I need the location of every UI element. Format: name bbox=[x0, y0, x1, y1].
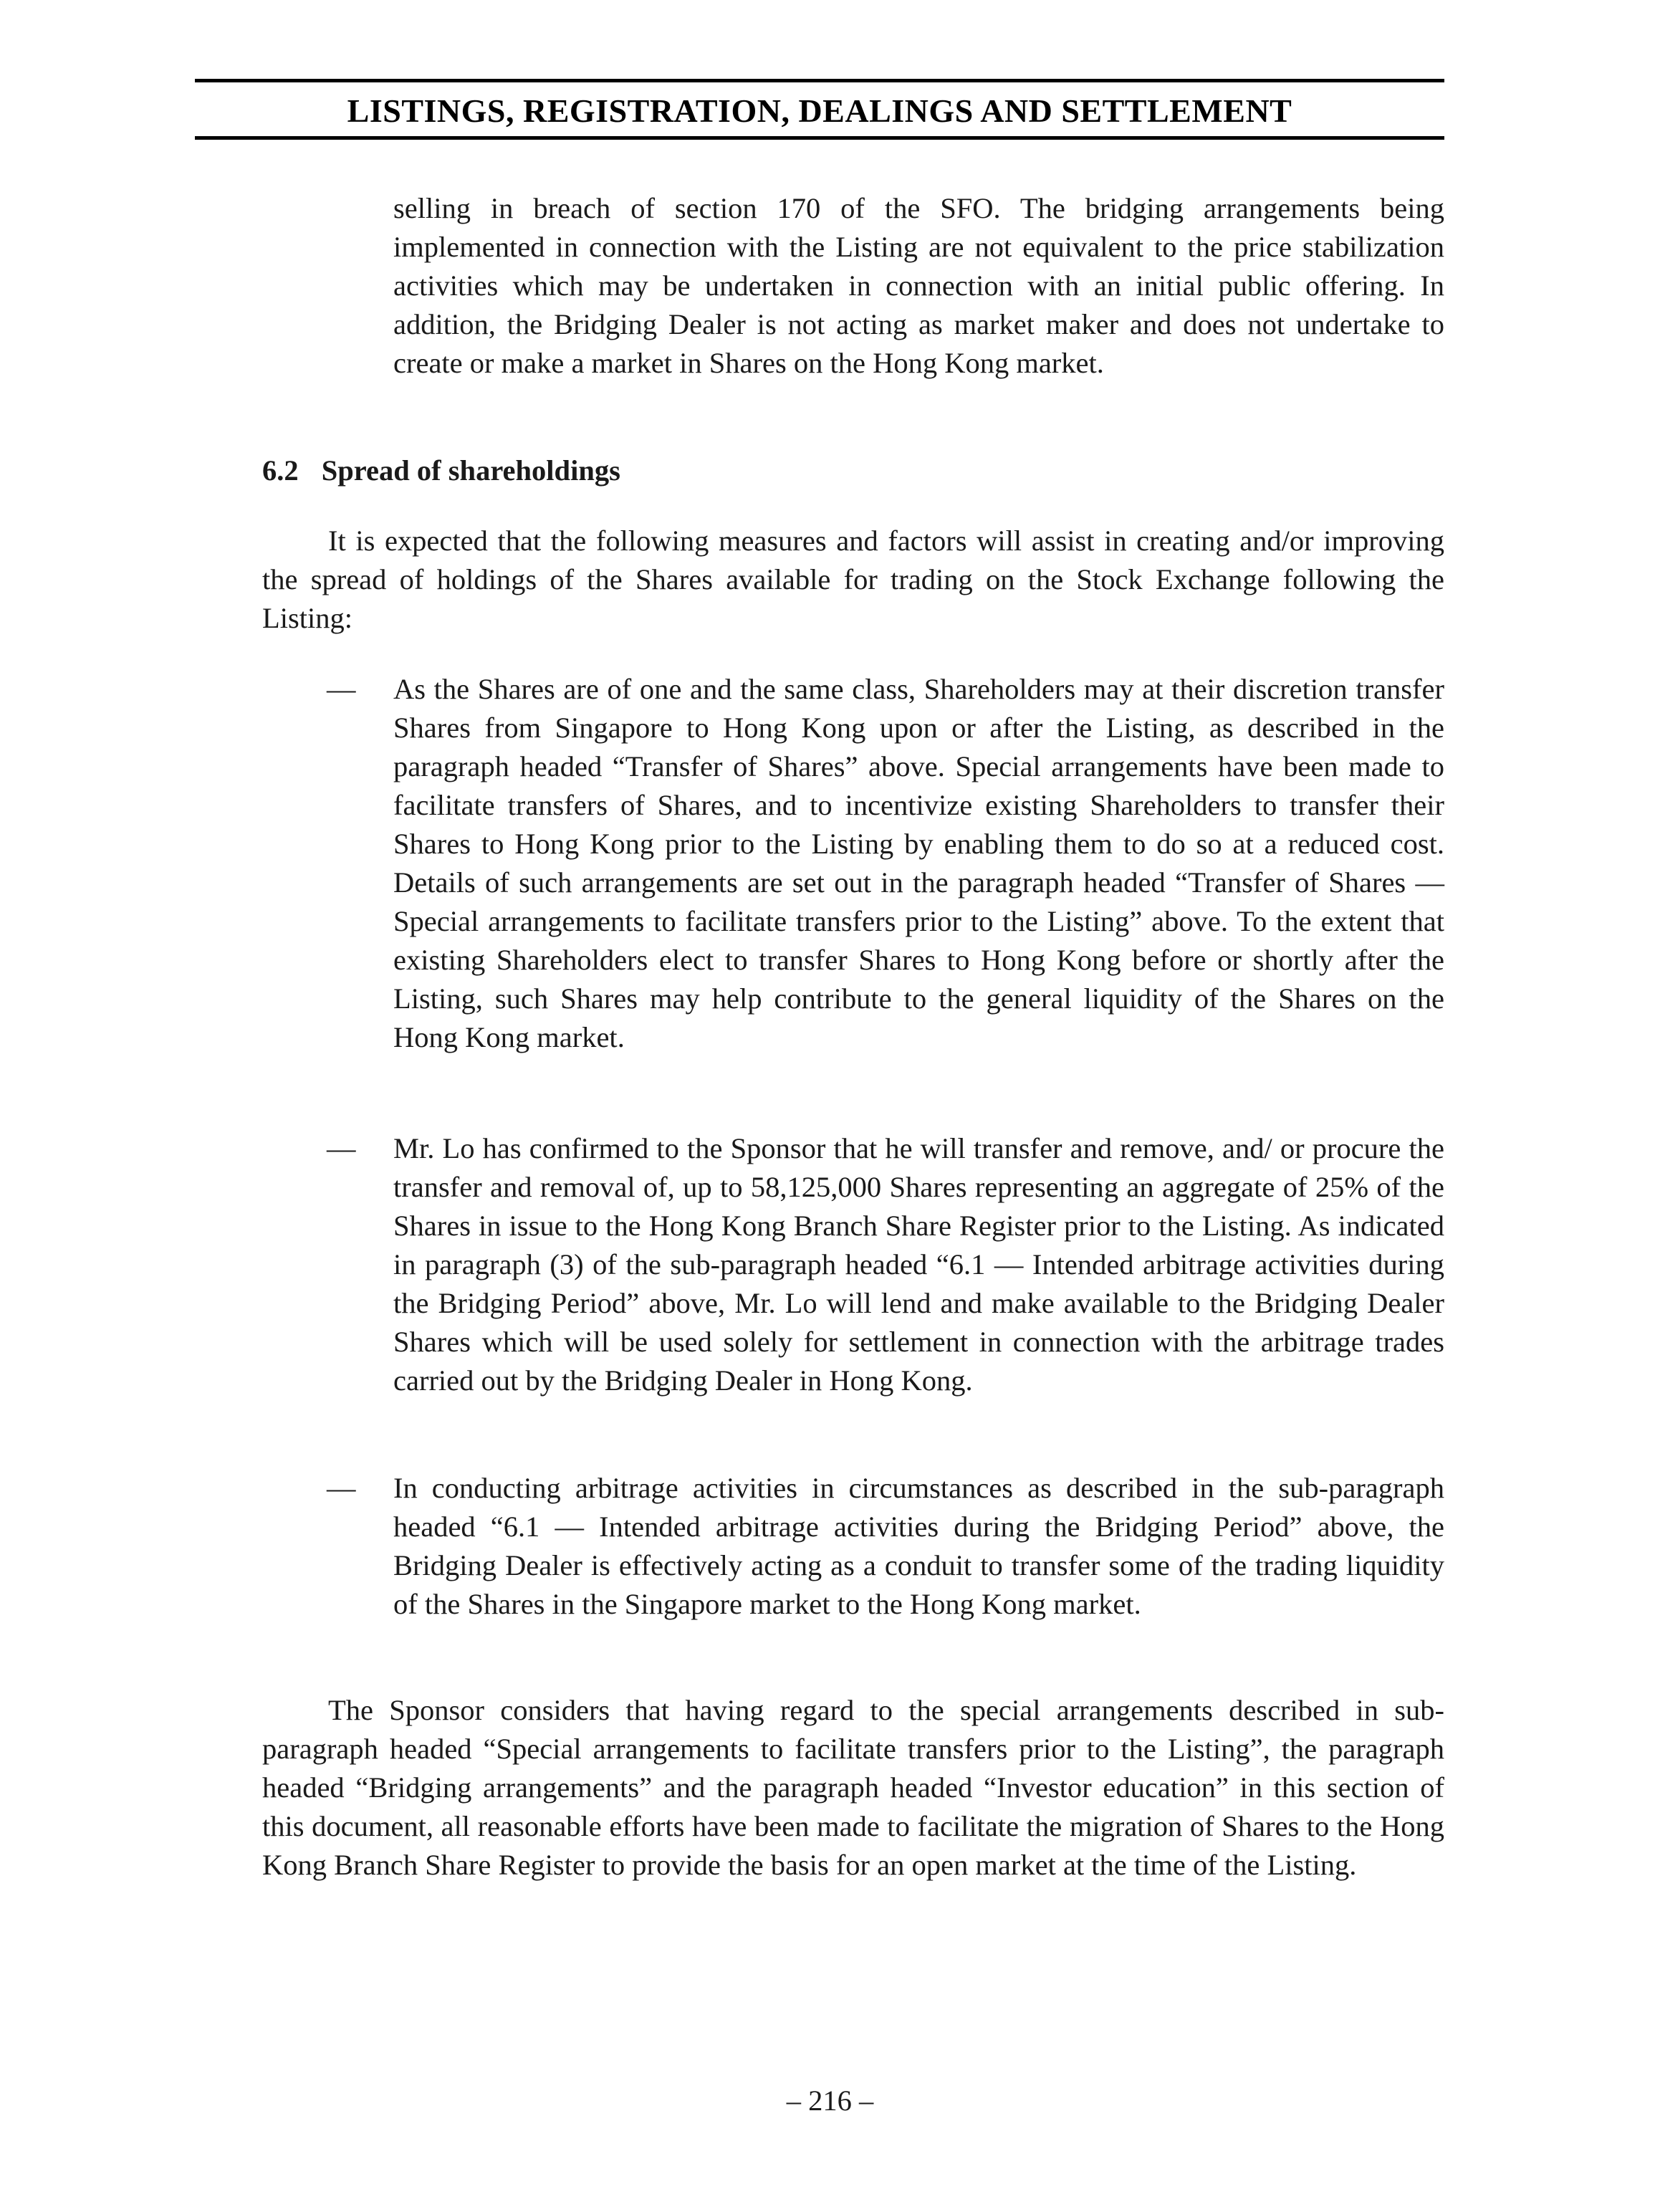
bullet-dash: — bbox=[327, 1472, 356, 1504]
page-number: – 216 – bbox=[786, 2084, 874, 2117]
closing-paragraph: The Sponsor considers that having regard to the special arrangements described in sub-paragraph headed “Special arrangements to facilitate transfers prior to the Listing”, the paragraph headed “Bridging arrangements” and the paragraph headed “Investor education” in this section of this document, all reasonable efforts have been made to facilitate the migration of Shares to the Hong Kong Branch Share Register to provide the basis for an open market at the time of the Listing. bbox=[262, 1694, 1444, 1881]
section-title: Spread of shareholdings bbox=[321, 454, 620, 487]
bullet-dash: — bbox=[327, 1132, 356, 1164]
header-bottom-rule bbox=[195, 136, 1444, 140]
bullet-text: Mr. Lo has confirmed to the Sponsor that he will transfer and remove, and/ or procure the transfer and removal of, up to 58,125,000 Shares representing an aggregate of 25% of the Shares in issue to the Hong Kong Branch Share Register prior to the Listing. As indicated in paragraph (3) of the sub-paragraph headed “6.1 — Intended arbitrage activities during the Bridging Period” above, Mr. Lo will lend and make available to the Bridging Dealer Shares which will be used solely for settlement in connection with the arbitrage trades carried out by the Bridging Dealer in Hong Kong. bbox=[393, 1132, 1444, 1397]
section-heading bbox=[262, 451, 620, 490]
page-header-title: LISTINGS, REGISTRATION, DEALINGS AND SETTLEMENT bbox=[347, 92, 1292, 129]
bullet-dash: — bbox=[327, 673, 356, 705]
header-top-rule bbox=[195, 79, 1444, 82]
continuation-paragraph: selling in breach of section 170 of the SFO. The bridging arrangements being implemented in connection with the Listing are not equivalent to the price stabilization activities which may be undertaken in connection with an initial public offering. In addition, the Bridging Dealer is not acting as market maker and does not undertake to create or make a market in Shares on the Hong Kong market. bbox=[393, 192, 1444, 379]
bullet-text: As the Shares are of one and the same class, Shareholders may at their discretion transfer Shares from Singapore to Hong Kong upon or after the Listing, as described in the paragraph headed “Transfer of Shares” above. Special arrangements have been made to facilitate transfers of Shares, and to incentivize existing Shareholders to transfer their Shares to Hong Kong prior to the Listing by enabling them to do so at a reduced cost. Details of such arrangements are set out in the paragraph headed “Transfer of Shares — Special arrangements to facilitate transfers prior to the Listing” above. To the extent that existing Shareholders elect to transfer Shares to Hong Kong before or shortly after the Listing, such Shares may help contribute to the general liquidity of the Shares on the Hong Kong market. bbox=[393, 673, 1444, 1053]
intro-paragraph: It is expected that the following measures and factors will assist in creating and/or improving the spread of holdings of the Shares available for trading on the Stock Exchange following the Listing: bbox=[262, 525, 1444, 634]
section-number: 6.2 bbox=[262, 454, 299, 487]
bullet-text: In conducting arbitrage activities in circumstances as described in the sub-paragraph headed “6.1 — Intended arbitrage activities during the Bridging Period” above, the Bridging Dealer is effectively acting as a conduit to transfer some of the trading liquidity of the Shares in the Singapore market to the Hong Kong market. bbox=[393, 1472, 1444, 1620]
